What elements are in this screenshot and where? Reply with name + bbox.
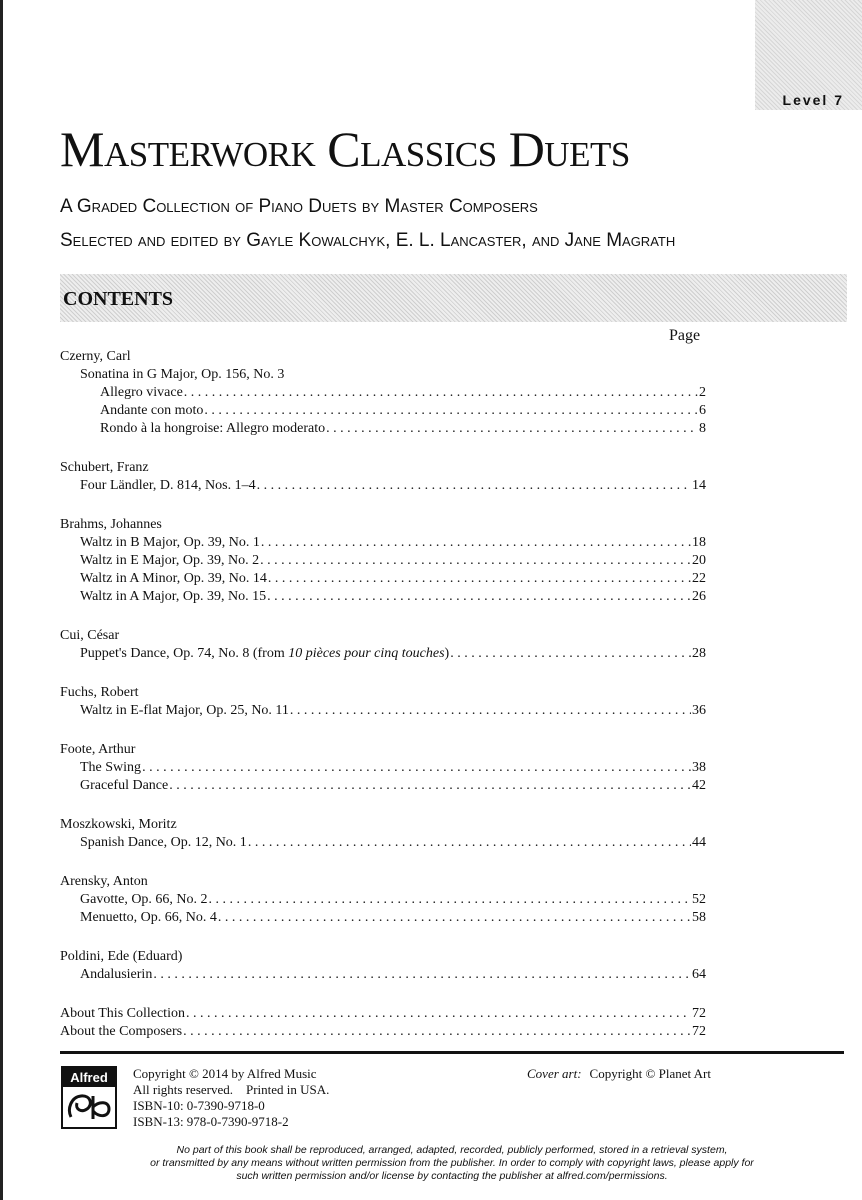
dot-leader bbox=[169, 777, 691, 795]
cover-label: Cover art: bbox=[527, 1066, 582, 1081]
toc-entry[interactable] bbox=[60, 552, 706, 570]
dot-leader bbox=[268, 570, 691, 588]
entry-page: 44 bbox=[692, 835, 706, 850]
entry-title: About This Collection bbox=[60, 1006, 185, 1021]
entry-title: Waltz in E Major, Op. 39, No. 2 bbox=[80, 553, 260, 568]
toc-entry[interactable] bbox=[60, 588, 706, 606]
toc-entry[interactable] bbox=[60, 645, 706, 663]
dot-leader bbox=[450, 645, 691, 663]
entry-title: Waltz in B Major, Op. 39, No. 1 bbox=[80, 535, 260, 550]
footer-rule bbox=[60, 1051, 844, 1054]
editors-line: Selected and edited by Gayle Kowalchyk, E. L. Lancaster, and Jane Magrath bbox=[60, 230, 676, 251]
dot-leader bbox=[183, 1023, 691, 1041]
copyright-block bbox=[133, 1066, 329, 1130]
cover-credit bbox=[527, 1066, 711, 1082]
entry-page: 8 bbox=[699, 421, 706, 436]
dot-leader bbox=[261, 534, 691, 552]
table-of-contents bbox=[60, 348, 706, 1041]
composer-poldini: Poldini, Ede (Eduard) bbox=[60, 949, 183, 964]
entry-page: 14 bbox=[692, 478, 706, 493]
entry-page: 26 bbox=[692, 589, 706, 604]
composer-brahms: Brahms, Johannes bbox=[60, 517, 162, 532]
entry-title: Puppet's Dance, Op. 74, No. 8 (from 10 pièces pour cinq touches) bbox=[80, 646, 450, 661]
entry-page: 18 bbox=[692, 535, 706, 550]
contents-banner bbox=[60, 274, 847, 322]
toc-entry[interactable] bbox=[60, 420, 706, 438]
toc-entry[interactable] bbox=[60, 570, 706, 588]
dot-leader bbox=[267, 588, 691, 606]
entry-title: Spanish Dance, Op. 12, No. 1 bbox=[80, 835, 247, 850]
entry-title: Rondo à la hongroise: Allegro moderato bbox=[100, 421, 326, 436]
entry-page: 20 bbox=[692, 553, 706, 568]
cover-value: Copyright © Planet Art bbox=[589, 1066, 711, 1081]
legal-line: such written permission and/or license by contacting the publisher at alfred.com/permissions. bbox=[236, 1170, 668, 1182]
toc-entry[interactable] bbox=[60, 477, 706, 495]
book-subtitle: A Graded Collection of Piano Duets by Master Composers bbox=[60, 196, 538, 217]
entry-page: 6 bbox=[699, 403, 706, 418]
work-sonatina: Sonatina in G Major, Op. 156, No. 3 bbox=[80, 367, 285, 382]
dot-leader bbox=[142, 759, 691, 777]
level-tab bbox=[755, 0, 862, 110]
copyright-line: All rights reserved. Printed in USA. bbox=[133, 1082, 330, 1097]
toc-entry[interactable] bbox=[60, 966, 706, 984]
dot-leader bbox=[204, 402, 698, 420]
legal-notice bbox=[60, 1144, 844, 1183]
dot-leader bbox=[248, 834, 691, 852]
entry-title: About the Composers bbox=[60, 1024, 183, 1039]
composer-czerny: Czerny, Carl bbox=[60, 349, 131, 364]
dot-leader bbox=[218, 909, 691, 927]
contents-heading: CONTENTS bbox=[63, 288, 174, 310]
entry-page: 28 bbox=[692, 646, 706, 661]
composer-arensky: Arensky, Anton bbox=[60, 874, 148, 889]
entry-title: Four Ländler, D. 814, Nos. 1–4 bbox=[80, 478, 256, 493]
isbn-10: ISBN-10: 0-7390-9718-0 bbox=[133, 1098, 265, 1113]
entry-page: 72 bbox=[692, 1024, 706, 1039]
dot-leader bbox=[186, 1005, 691, 1023]
dot-leader bbox=[209, 891, 691, 909]
dot-leader bbox=[290, 702, 691, 720]
entry-title: Waltz in A Major, Op. 39, No. 15 bbox=[80, 589, 267, 604]
composer-schubert: Schubert, Franz bbox=[60, 460, 149, 475]
entry-title: Waltz in E-flat Major, Op. 25, No. 11 bbox=[80, 703, 289, 718]
composer-moszkowski: Moszkowski, Moritz bbox=[60, 817, 177, 832]
toc-entry[interactable] bbox=[60, 702, 706, 720]
entry-page: 52 bbox=[692, 892, 706, 907]
music-clef-icon bbox=[63, 1087, 115, 1127]
entry-page: 58 bbox=[692, 910, 706, 925]
legal-line: or transmitted by any means without written permission from the publisher. In order to comply with copyright laws, please apply for bbox=[150, 1157, 754, 1169]
entry-page: 64 bbox=[692, 967, 706, 982]
dot-leader bbox=[257, 477, 691, 495]
dot-leader bbox=[326, 420, 698, 438]
copyright-line: Copyright © 2014 by Alfred Music bbox=[133, 1066, 317, 1081]
entry-page: 38 bbox=[692, 760, 706, 775]
entry-page: 36 bbox=[692, 703, 706, 718]
entry-page: 72 bbox=[692, 1006, 706, 1021]
toc-entry[interactable] bbox=[60, 891, 706, 909]
entry-title: Andalusierin bbox=[80, 967, 153, 982]
level-label: Level 7 bbox=[782, 92, 844, 108]
dot-leader bbox=[184, 384, 698, 402]
entry-title: Andante con moto bbox=[100, 403, 204, 418]
entry-title: Allegro vivace bbox=[100, 385, 183, 400]
toc-entry[interactable] bbox=[60, 534, 706, 552]
entry-title: Graceful Dance bbox=[80, 778, 169, 793]
composer-foote: Foote, Arthur bbox=[60, 742, 136, 757]
toc-entry[interactable] bbox=[60, 1023, 706, 1041]
toc-entry[interactable] bbox=[60, 384, 706, 402]
book-title: Masterwork Classics Duets bbox=[60, 121, 630, 177]
dot-leader bbox=[153, 966, 691, 984]
alfred-logo-text: Alfred bbox=[63, 1068, 115, 1087]
entry-page: 2 bbox=[699, 385, 706, 400]
legal-line: No part of this book shall be reproduced, arranged, adapted, recorded, publicly performed, stored in a retrieval system, bbox=[176, 1144, 728, 1156]
entry-page: 22 bbox=[692, 571, 706, 586]
toc-entry[interactable] bbox=[60, 759, 706, 777]
toc-entry[interactable] bbox=[60, 402, 706, 420]
toc-entry[interactable] bbox=[60, 1005, 706, 1023]
entry-title: Gavotte, Op. 66, No. 2 bbox=[80, 892, 208, 907]
toc-entry[interactable] bbox=[60, 909, 706, 927]
alfred-logo bbox=[61, 1066, 117, 1129]
entry-page: 42 bbox=[692, 778, 706, 793]
entry-title: Waltz in A Minor, Op. 39, No. 14 bbox=[80, 571, 267, 586]
dot-leader bbox=[260, 552, 691, 570]
page-border bbox=[0, 0, 3, 1200]
toc-entry[interactable] bbox=[60, 834, 706, 852]
composer-fuchs: Fuchs, Robert bbox=[60, 685, 139, 700]
isbn-13: ISBN-13: 978-0-7390-9718-2 bbox=[133, 1114, 289, 1129]
composer-cui: Cui, César bbox=[60, 628, 120, 643]
entry-title: Menuetto, Op. 66, No. 4 bbox=[80, 910, 217, 925]
toc-entry[interactable] bbox=[60, 777, 706, 795]
entry-title: The Swing bbox=[80, 760, 142, 775]
page-column-label: Page bbox=[669, 327, 701, 344]
